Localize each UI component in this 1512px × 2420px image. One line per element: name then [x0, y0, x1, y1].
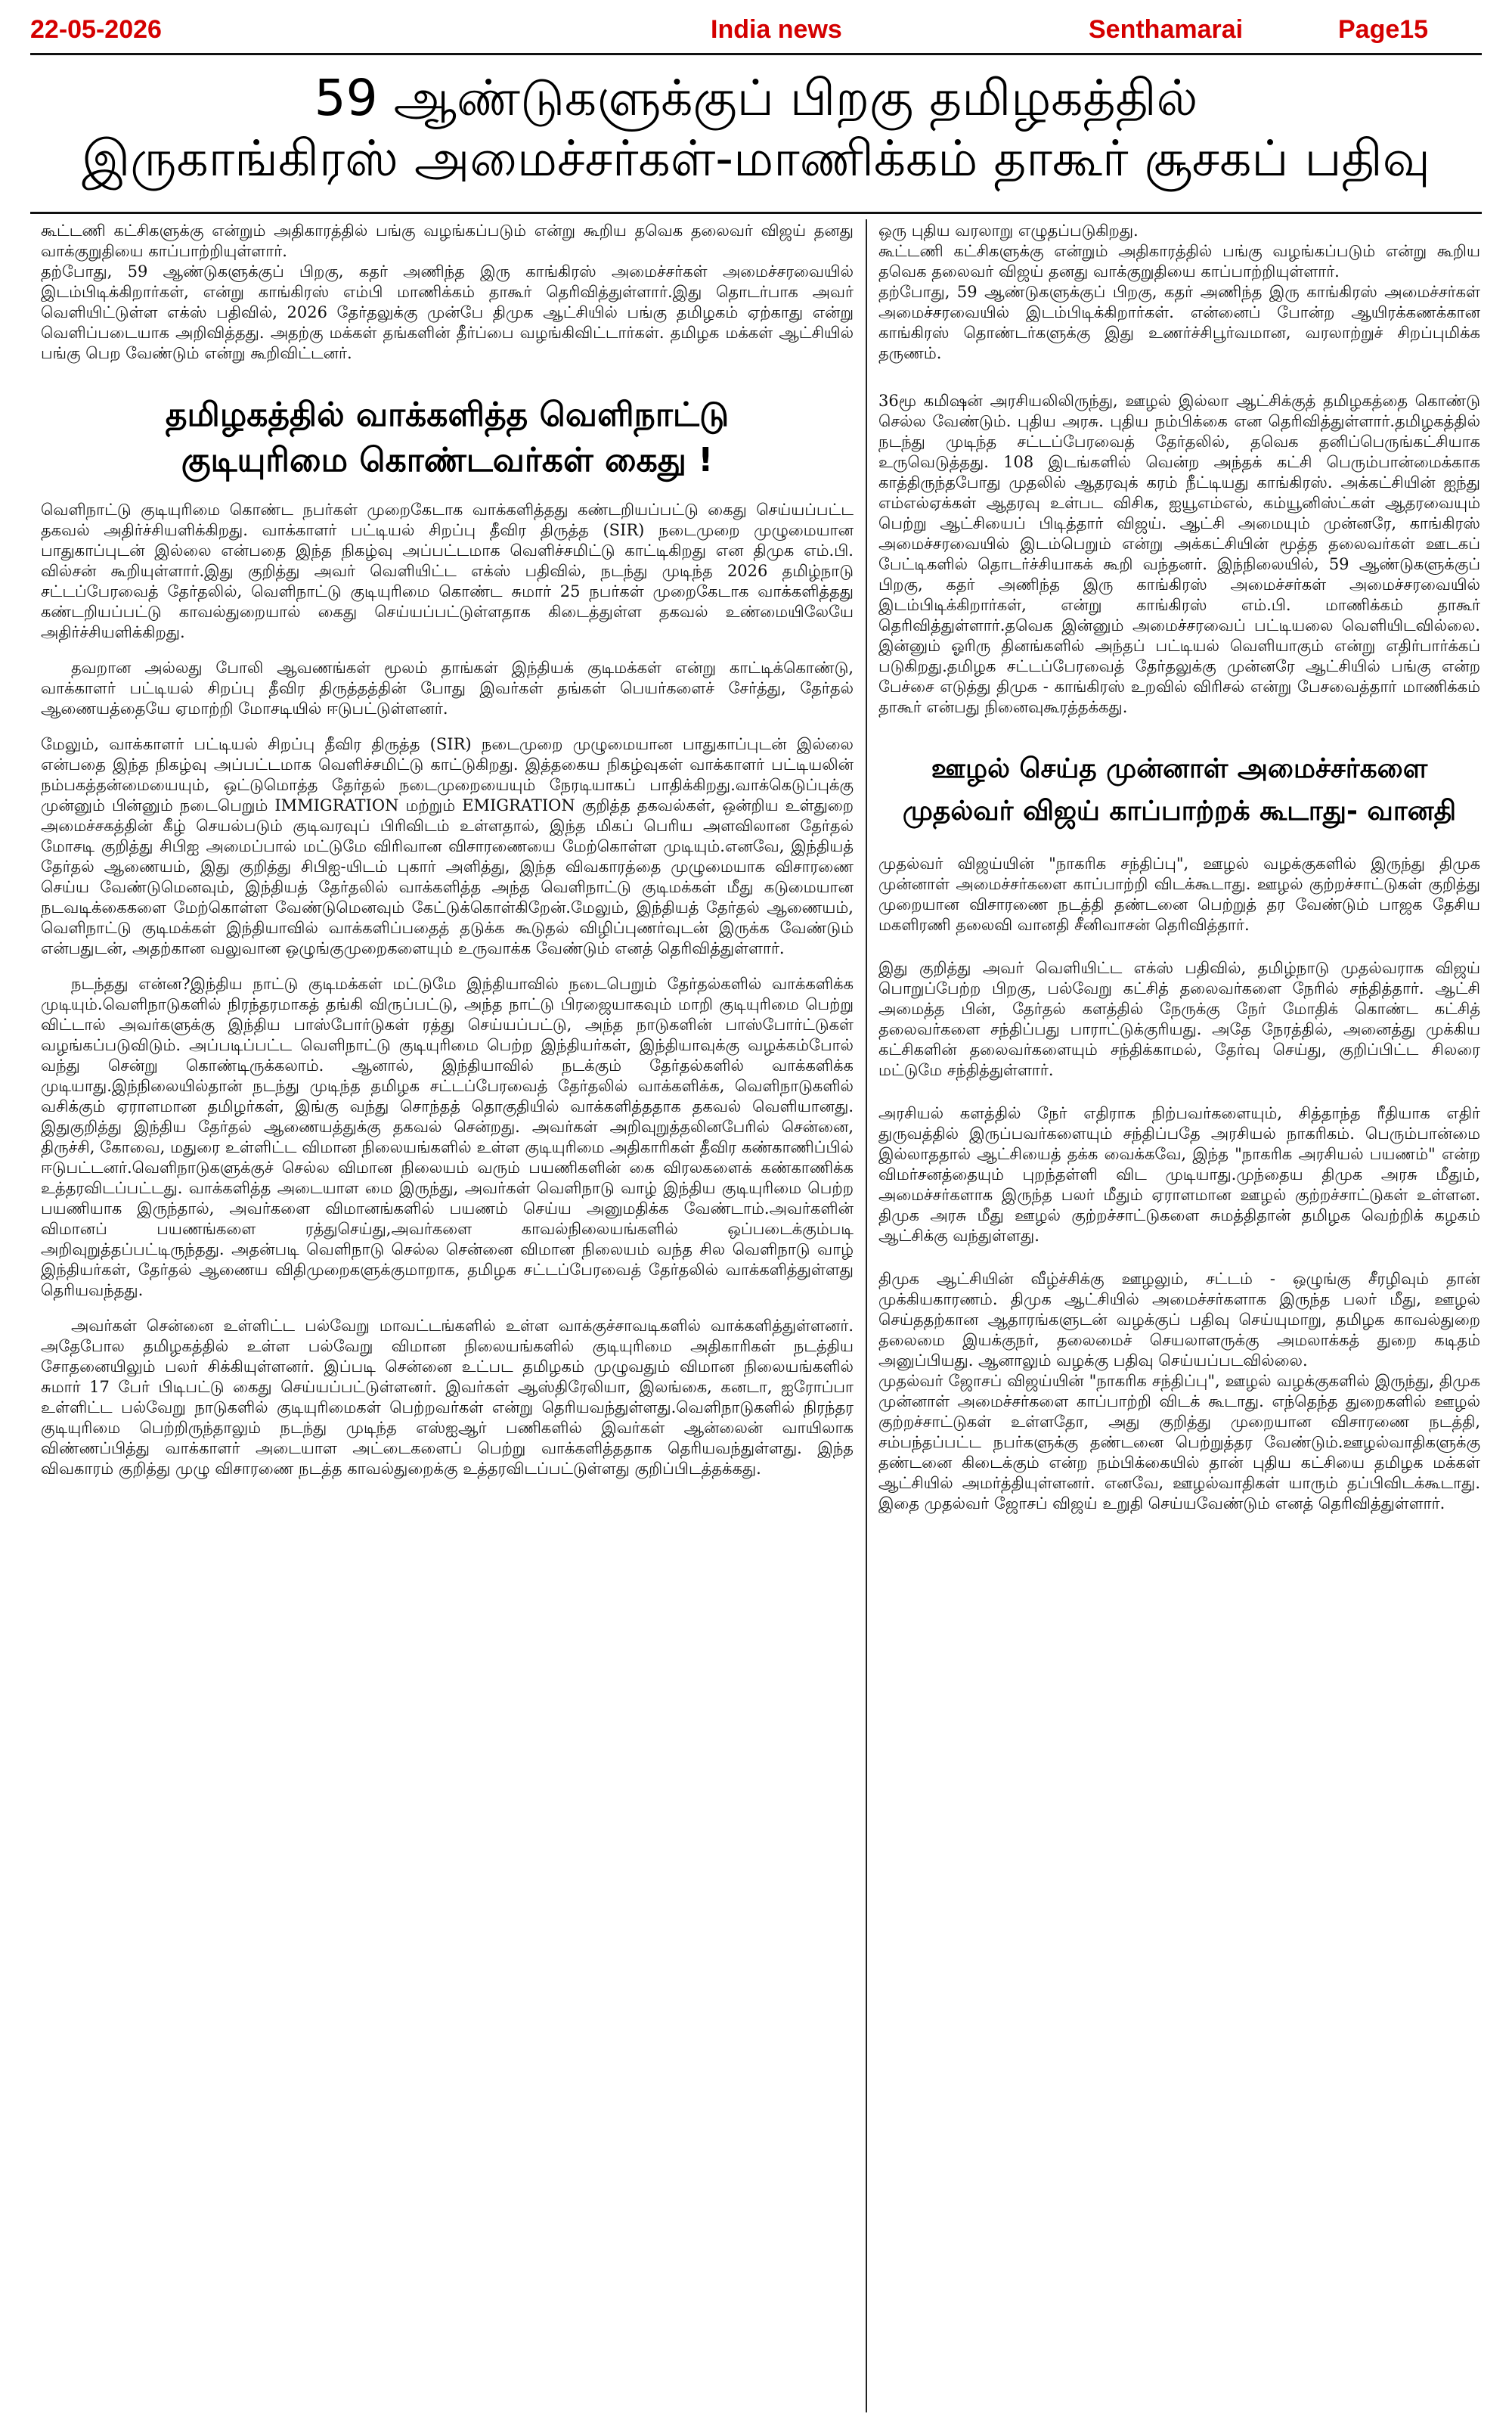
section-headline-vanathi [878, 748, 1480, 833]
article-paragraph: முதல்வர் விஜய்யின் "நாகரிக சந்திப்பு", ஊழல் வழக்குகளில் இருந்து திமுக முன்னாள் அமைச்சர்களை காப்பாற்றி விடக்கூடாது. ஊழல் குற்றச்சாட்டுகள் குறித்து முறையான விசாரணை நடத்தி தண்டனை பெற்றுத் தர வேண்டும் பாஜக தேசிய மகளிரணி தலைவி வானதி சீனிவாசன் தெரிவித்தார். [878, 855, 1480, 934]
article-paragraph: மேலும், வாக்காளர் பட்டியல் சிறப்பு தீவிர திருத்த (SIR) நடைமுறை முழுமையான பாதுகாப்புடன் இல்லை என்பதை இந்த நிகழ்வு அப்பட்டமாக வெளிச்சமிட்டு காட்டுகிறது. இத்தகைய நிகழ்வுகள் வாக்காளர் பட்டியலின் நம்பகத்தன்மையையும், ஒட்டுமொத்த தேர்தல் நடைமுறையையும் நேரடியாகப் பாதிக்கிறது.வாக்கெடுப்புக்கு முன்னும் பின்னும் நடைபெறும் IMMIGRATION மற்றும் EMIGRATION குறித்த தகவல்கள், ஒன்றிய உள்துறை அமைச்சகத்தின் கீழ் செயல்படும் குடிவரவுப் பிரிவிடம் உள்ளதால், இந்த மிகப் பெரிய அளவிலான தேர்தல் மோசடி குறித்து சிபிஐ அமைப்பால் மட்டுமே விரிவான விசாரணையை மேற்கொள்ள முடியும்.எனவே, இந்தியத் தேர்தல் ஆணையம், இது குறித்து சிபிஐ-யிடம் புகார் அளித்து, இந்த விவகாரத்தை முழுமையாக விசாரணை செய்ய வேண்டுமெனவும், இந்தியத் தேர்தலில் வாக்களித்த அந்த வெளிநாட்டு குடிமக்கள் மீது கடுமையான நடவடிக்கைகளை மேற்கொள்ள வேண்டுமெனவும் கேட்டுக்கொள்கிறேன்.மேலும், இந்தியத் தேர்தல் ஆணையம், வெளிநாட்டு குடிமக்கள் இந்தியாவில் வாக்களிப்பதைத் தடுக்க கூடுதல் விழிப்புணர்வுடன் இருக்க வேண்டும் என்பதுடன், அதற்கான வலுவான ஒழுங்குமுறைகளையும் உருவாக்க வேண்டும் எனத் தெரிவித்துள்ளார். [41, 735, 854, 957]
main-headline [30, 68, 1482, 189]
article-paragraph: திமுக ஆட்சியின் வீழ்ச்சிக்கு ஊழலும், சட்டம் - ஒழுங்கு சீரழிவும் தான் முக்கியகாரணம். திமுக ஆட்சியில் அமைச்சர்களாக இருந்த பலர் மீது, ஊழல் செய்ததற்கான ஆதாரங்களுடன் வழக்குப் பதிவு செய்யுமாறு, தமிழக காவல்துறை தலைமை இயக்குநர், தலைமைச் செயலாளருக்கு அமலாக்கத் துறை கடிதம் அனுப்பியது. ஆனாலும் வழக்கு பதிவு செய்யப்படவில்லை. [878, 1270, 1480, 1370]
masthead-page-number: Page15 [1338, 15, 1429, 44]
article-paragraph: கூட்டணி கட்சிகளுக்கு என்றும் அதிகாரத்தில் பங்கு வழங்கப்படும் என்று கூறிய தவெக தலைவர் விஜய் தனது வாக்குறுதியை காப்பாற்றியுள்ளார். [41, 222, 854, 260]
section-headline-line1: ஊழல் செய்த முன்னாள் அமைச்சர்களை [931, 753, 1428, 784]
article-paragraph: நடந்தது என்ன?இந்திய நாட்டு குடிமக்கள் மட்டுமே இந்தியாவில் நடைபெறும் தேர்தல்களில் வாக்களிக்க முடியும்.வெளிநாடுகளில் நிரந்தரமாகத் தங்கி விருப்பட்டு, அந்த நாட்டு பிரஜையாகவும் மாறி குடியுரிமை பெற்று விட்டால் அவர்களுக்கு இந்திய பாஸ்போர்டுகள் ரத்து செய்யப்பட்டு, அந்த நாடுகளின் பாஸ்போர்ட்டுகள் வழங்கப்படுவிடும். அப்படிப்பட்ட வெளிநாட்டு குடியுரிமை பெற்ற இந்தியர்கள், இந்தியாவுக்கு வழக்கம்போல் வந்து சென்று கொண்டிருக்கலாம். ஆனால், இந்தியாவில் நடக்கும் தேர்தல்களில் வாக்களிக்க முடியாது.இந்நிலையில்தான் நடந்து முடிந்த தமிழக சட்டப்பேரவைத் தேர்தலில் வாக்களிக்க, வெளிநாடுகளில் வசிக்கும் ஏராளமான தமிழர்கள், இங்கு வந்து சொந்தத் தொகுதியில் வாக்களித்ததாக தகவல் வெளியானது. இதுகுறித்து இந்திய தேர்தல் ஆணையத்துக்கு தகவல் சென்றது. அவர்கள் அறிவுறுத்தலினபேரில் சென்னை, திருச்சி, கோவை, மதுரை உள்ளிட்ட விமான நிலையங்களில் உள்ள குடியுரிமை அதிகாரிகள் தீவிர கண்காணிப்பில் ஈடுபட்டனர்.வெளிநாடுகளுக்குச் செல்ல விமான நிலையம் வரும் பயணிகளின் கை விரலகளைக் கண்காணிக்க உத்தரவிடப்பட்டது. வாக்களித்த அடையாள மை இருந்து, அவர்கள் வெளிநாடு வாழ் இந்திய குடியுரிமை பெற்ற பயணியாக இருந்தால், அவர்களை விமானங்களில் பயணம் செய்ய அனுமதிக்க வேண்டாம்.அவர்களின் விமானப் பயணங்களை ரத்துசெய்து,அவர்களை காவல்நிலையங்களில் ஒப்படைக்கும்படி அறிவுறுத்தப்பட்டிருந்தது. அதன்படி வெளிநாடு செல்ல சென்னை விமான நிலையம் வந்த சில வெளிநாடு வாழ் இந்தியர்கள், தேர்தல் ஆணைய விதிமுறைகளுக்குமாறாக, தமிழக சட்டப்பேரவைத் தேர்தலில் வாக்களித்துள்ளது தெரியவந்தது. [41, 975, 854, 1299]
masthead-date: 22-05-2026 [30, 15, 162, 44]
section-headline-foreign-voters [41, 392, 854, 483]
headline-rule [30, 212, 1482, 214]
masthead-rule-top [30, 53, 1482, 55]
article-paragraph: தவறான அல்லது போலி ஆவணங்கள் மூலம் தாங்கள் இந்தியக் குடிமக்கள் என்று காட்டிக்கொண்டு, வாக்காளர் பட்டியல் சிறப்பு தீவிர திருத்தத்தின் போது இவர்கள் தங்கள் பெயர்களைச் சேர்த்து, தேர்தல் ஆணையத்தையே ஏமாற்றி மோசடியில் ஈடுபட்டுள்ளனர். [41, 659, 854, 718]
masthead [30, 11, 1482, 47]
article-paragraph: தற்போது, 59 ஆண்டுகளுக்குப் பிறகு, கதர் அணிந்த இரு காங்கிரஸ் அமைச்சர்கள் அமைச்சரவையில் இடம்பிடிக்கிறார்கள். என்னைப் போன்ற ஆயிரக்கணக்கான காங்கிரஸ் தொண்டர்களுக்கு இது உணர்ச்சிபூர்வமான, வரலாற்றுச் சிறப்புமிக்க தருணம். [878, 283, 1480, 362]
article-paragraph: வெளிநாட்டு குடியுரிமை கொண்ட நபர்கள் முறைகேடாக வாக்களித்தது கண்டறியப்பட்டு கைது செய்யப்பட்ட தகவல் அதிர்ச்சியளிக்கிறது. வாக்காளர் பட்டியல் சிறப்பு தீவிர திருத்த (SIR) நடைமுறை முழுமையான பாதுகாப்புடன் இல்லை என்பதை இந்த நிகழ்வு அப்பட்டமாக வெளிச்சமிட்டு காட்டிகிறது என திமுக எம்.பி. வில்சன் கூறியுள்ளார்.இது குறித்து அவர் வெளியிட்ட எக்ஸ் பதிவில், நடந்து முடிந்த 2026 தமிழ்நாடு சட்டப்பேரவைத் தேர்தலில், வெளிநாட்டு குடியுரிமை கொண்ட சுமார் 25 நபர்கள் முறைகேடாக வாக்களித்தது கண்டறியப்பட்டு காவல்துறையால் கைது செய்யப்பட்டுள்ளதாக கிடைத்துள்ள தகவல் உண்மையிலேயே அதிர்ச்சியளிக்கிறது. [41, 501, 854, 641]
section-headline-line2: குடியுரிமை கொண்டவர்கள் கைது ! [181, 441, 714, 479]
masthead-paper-name: India news [711, 15, 842, 44]
article-paragraph: ஒரு புதிய வரலாறு எழுதப்படுகிறது. [878, 222, 1139, 240]
masthead-publication: Senthamarai [1089, 15, 1244, 44]
article-paragraph: கூட்டணி கட்சிகளுக்கு என்றும் அதிகாரத்தில் பங்கு வழங்கப்படும் என்று கூறிய தவெக தலைவர் விஜய் தனது வாக்குறுதியை காப்பாற்றியுள்ளார். [878, 242, 1480, 281]
column-divider [866, 219, 867, 2412]
article-paragraph: தற்போது, 59 ஆண்டுகளுக்குப் பிறகு, கதர் அணிந்த இரு காங்கிரஸ் அமைச்சர்கள் அமைச்சரவையில் இடம்பிடிக்கிறார்கள், என்று காங்கிரஸ் எம்பி மாணிக்கம் தாகூர் தெரிவித்துள்ளார்.இது தொடர்பாக அவர் வெளியிட்டுள்ள எக்ஸ் பதிவில், 2026 தேர்தலுக்கு முன்பே திமுக ஆட்சியில் பங்கு தமிழகம் ஏற்காது என்று வெளிப்படையாக அறிவித்தது. அதற்கு மக்கள் தங்களின் தீர்ப்பை வழங்கிவிட்டார்கள். தமிழக மக்கள் ஆட்சியில் பங்கு பெற வேண்டும் என்று கூறிவிட்டனர். [41, 262, 854, 362]
article-paragraph: 36மூ கமிஷன் அரசியலிலிருந்து, ஊழல் இல்லா ஆட்சிக்குத் தமிழகத்தை கொண்டு செல்ல வேண்டும். புதிய அரசு. புதிய நம்பிக்கை என தெரிவித்துள்ளார்.தமிழகத்தில் நடந்து முடிந்த சட்டப்பேரவைத் தேர்தலில், தவெக தனிப்பெருங்கட்சியாக உருவெடுத்தது. 108 இடங்களில் வென்ற அந்தக் கட்சி பெரும்பான்மைக்காக காத்திருந்தபோது முதலில் ஆதரவுக் கரம் நீட்டியது காங்கிரஸ். அக்கட்சியின் ஐந்து எம்எல்ஏக்கள் ஆதரவு உள்பட விசிக, ஐயூஎம்எல், கம்யூனிஸ்ட்கள் ஆதரவையும் பெற்று ஆட்சியைப் பிடித்தார் விஜய். ஆட்சி அமையும் முன்னரே, காங்கிரஸ் அமைச்சரவையில் இடம்பெறும் என்று அக்கட்சியின் மூத்த தலைவர்கள் ஊடகப் பேட்டிகளில் தொடர்ச்சியாகக் கூறி வந்தனர். இந்நிலையில், 59 ஆண்டுகளுக்குப் பிறகு, கதர் அணிந்த இரு காங்கிரஸ் அமைச்சர்கள் அமைச்சரவையில் இடம்பிடிக்கிறார்கள், என்று காங்கிரஸ் எம்.பி. மாணிக்கம் தாகூர் தெரிவித்துள்ளார்.தவெக இன்னும் அமைச்சரவைப் பட்டியலை வெளியிடவில்லை. இன்னும் ஓரிரு தினங்களில் அந்தப் பட்டியல் வெளியாகும் என்று எதிர்பார்க்கப் படுகிறது.தமிழக சட்டப்பேரவைத் தேர்தலுக்கு முன்னரே ஆட்சியில் பங்கு என்ற பேச்சை எடுத்து திமுக - காங்கிரஸ் உறவில் விரிசல் என்று பேசவைத்தார் மாணிக்கம் தாகூர் என்பது நினைவுகூரத்தக்கது. [878, 392, 1480, 716]
article-paragraph: முதல்வர் ஜோசப் விஜய்யின் "நாகரிக சந்திப்பு", ஊழல் வழக்குகளில் இருந்து, திமுக முன்னாள் அமைச்சர்களை காப்பாற்றி விடக் கூடாது. எந்தெந்த துறைகளில் ஊழல் குற்றச்சாட்டுகள் உள்ளதோ, அது குறித்து முறையான விசாரணை நடத்தி, சம்பந்தப்பட்ட நபர்களுக்கு தண்டனை பெற்றுத்தர வேண்டும்.ஊழல்வாதிகளுக்கு தண்டனை கிடைக்கும் என்ற நம்பிக்கையில் தான் புதிய கட்சியை தமிழக மக்கள் ஆட்சியில் அமர்த்தியுள்ளனர். எனவே, ஊழல்வாதிகள் யாரும் தப்பிவிடக்கூடாது. இதை முதல்வர் ஜோசப் விஜய் உறுதி செய்யவேண்டும் எனத் தெரிவித்துள்ளார். [878, 1372, 1480, 1512]
section-headline-line1: தமிழகத்தில் வாக்களித்த வெளிநாட்டு [165, 396, 730, 434]
section-headline-line2: முதல்வர் விஜய் காப்பாற்றக் கூடாது- வானதி [902, 796, 1457, 827]
left-column [41, 221, 854, 1479]
right-column [878, 221, 1480, 1514]
article-paragraph: அவர்கள் சென்னை உள்ளிட்ட பல்வேறு மாவட்டங்களில் உள்ள வாக்குச்சாவடிகளில் வாக்களித்துள்ளனர். அதேபோல தமிழகத்தில் உள்ள பல்வேறு விமான நிலையங்களில் குடியுரிமை அதிகாரிகள் நடத்திய சோதனையிலும் பலர் சிக்கியுள்ளனர். இப்படி சென்னை உட்பட தமிழகம் முழுவதும் விமான நிலையங்களில் சுமார் 17 பேர் பிடிபட்டு கைது செய்யப்பட்டுள்ளனர். இவர்கள் ஆஸ்திரேலியா, இலங்கை, கனடா, ஐரோப்பா உள்ளிட்ட பல்வேறு நாடுகளில் குடியுரிமைகள் பெற்றவர்கள் என்று தெரியவந்துள்ளது.வெளிநாடுகளில் நிரந்தர குடியுரிமை பெற்றிருந்தாலும் நடந்து முடிந்த எஸ்ஐஆர் பணிகளில் இவர்கள் ஆன்லைன் வாயிலாக விண்ணப்பித்து வாக்காளர் அடையாள அட்டைகளைப் பெற்று வாக்களித்ததாக தெரியவந்துள்ளது. இந்த விவகாரம் குறித்து முழு விசாரணை நடத்த காவல்துறைக்கு உத்தரவிடப்பட்டுள்ளது குறிப்பிடத்தக்கது. [41, 1317, 854, 1478]
main-headline-line2: இருகாங்கிரஸ் அமைச்சர்கள்-மாணிக்கம் தாகூர் சூசகப் பதிவு [82, 129, 1430, 188]
article-paragraph: அரசியல் களத்தில் நேர் எதிராக நிற்பவர்களையும், சித்தாந்த ரீதியாக எதிர் துருவத்தில் இருப்பவர்களையும் சந்திப்பதே அரசியல் நாகரிகம். பெரும்பான்மை இல்லாததால் ஆட்சியைத் தக்க வைக்கவே, இந்த "நாகரிக அரசியல் பயணம்" என்ற விமர்சனத்தையும் புறந்தள்ளி விட முடியாது.முந்தைய திமுக அரசு மீதும், அமைச்சர்களாக இருந்த பலர் மீதும் ஏராளமான ஊழல் குற்றச்சாட்டுகள் உள்ளன. திமுக அரசு மீது ஊழல் குற்றச்சாட்டுகளை சுமத்திதான் தமிழக வெற்றிக் கழகம் ஆட்சிக்கு வந்துள்ளது. [878, 1104, 1480, 1245]
article-paragraph: இது குறித்து அவர் வெளியிட்ட எக்ஸ் பதிவில், தமிழ்நாடு முதல்வராக விஜய் பொறுப்பேற்ற பிறகு, பல்வேறு கட்சித் தலைவர்களை நேரில் சந்தித்தார். ஆட்சி அமைத்த பின், தேர்தல் களத்தில் நேருக்கு நேர் மோதிக் கொண்ட கட்சித் தலைவர்களை சந்திப்பது பாராட்டுக்குரியது. அதே நேரத்தில், அனைத்து முக்கிய கட்சிகளின் தலைவர்களையும் சந்திக்காமல், தேர்வு செய்து, குறிப்பிட்ட சிலரை மட்டுமே சந்தித்துள்ளார். [878, 959, 1480, 1079]
main-headline-line1: 59 ஆண்டுகளுக்குப் பிறகு தமிழகத்தில் [314, 69, 1198, 127]
